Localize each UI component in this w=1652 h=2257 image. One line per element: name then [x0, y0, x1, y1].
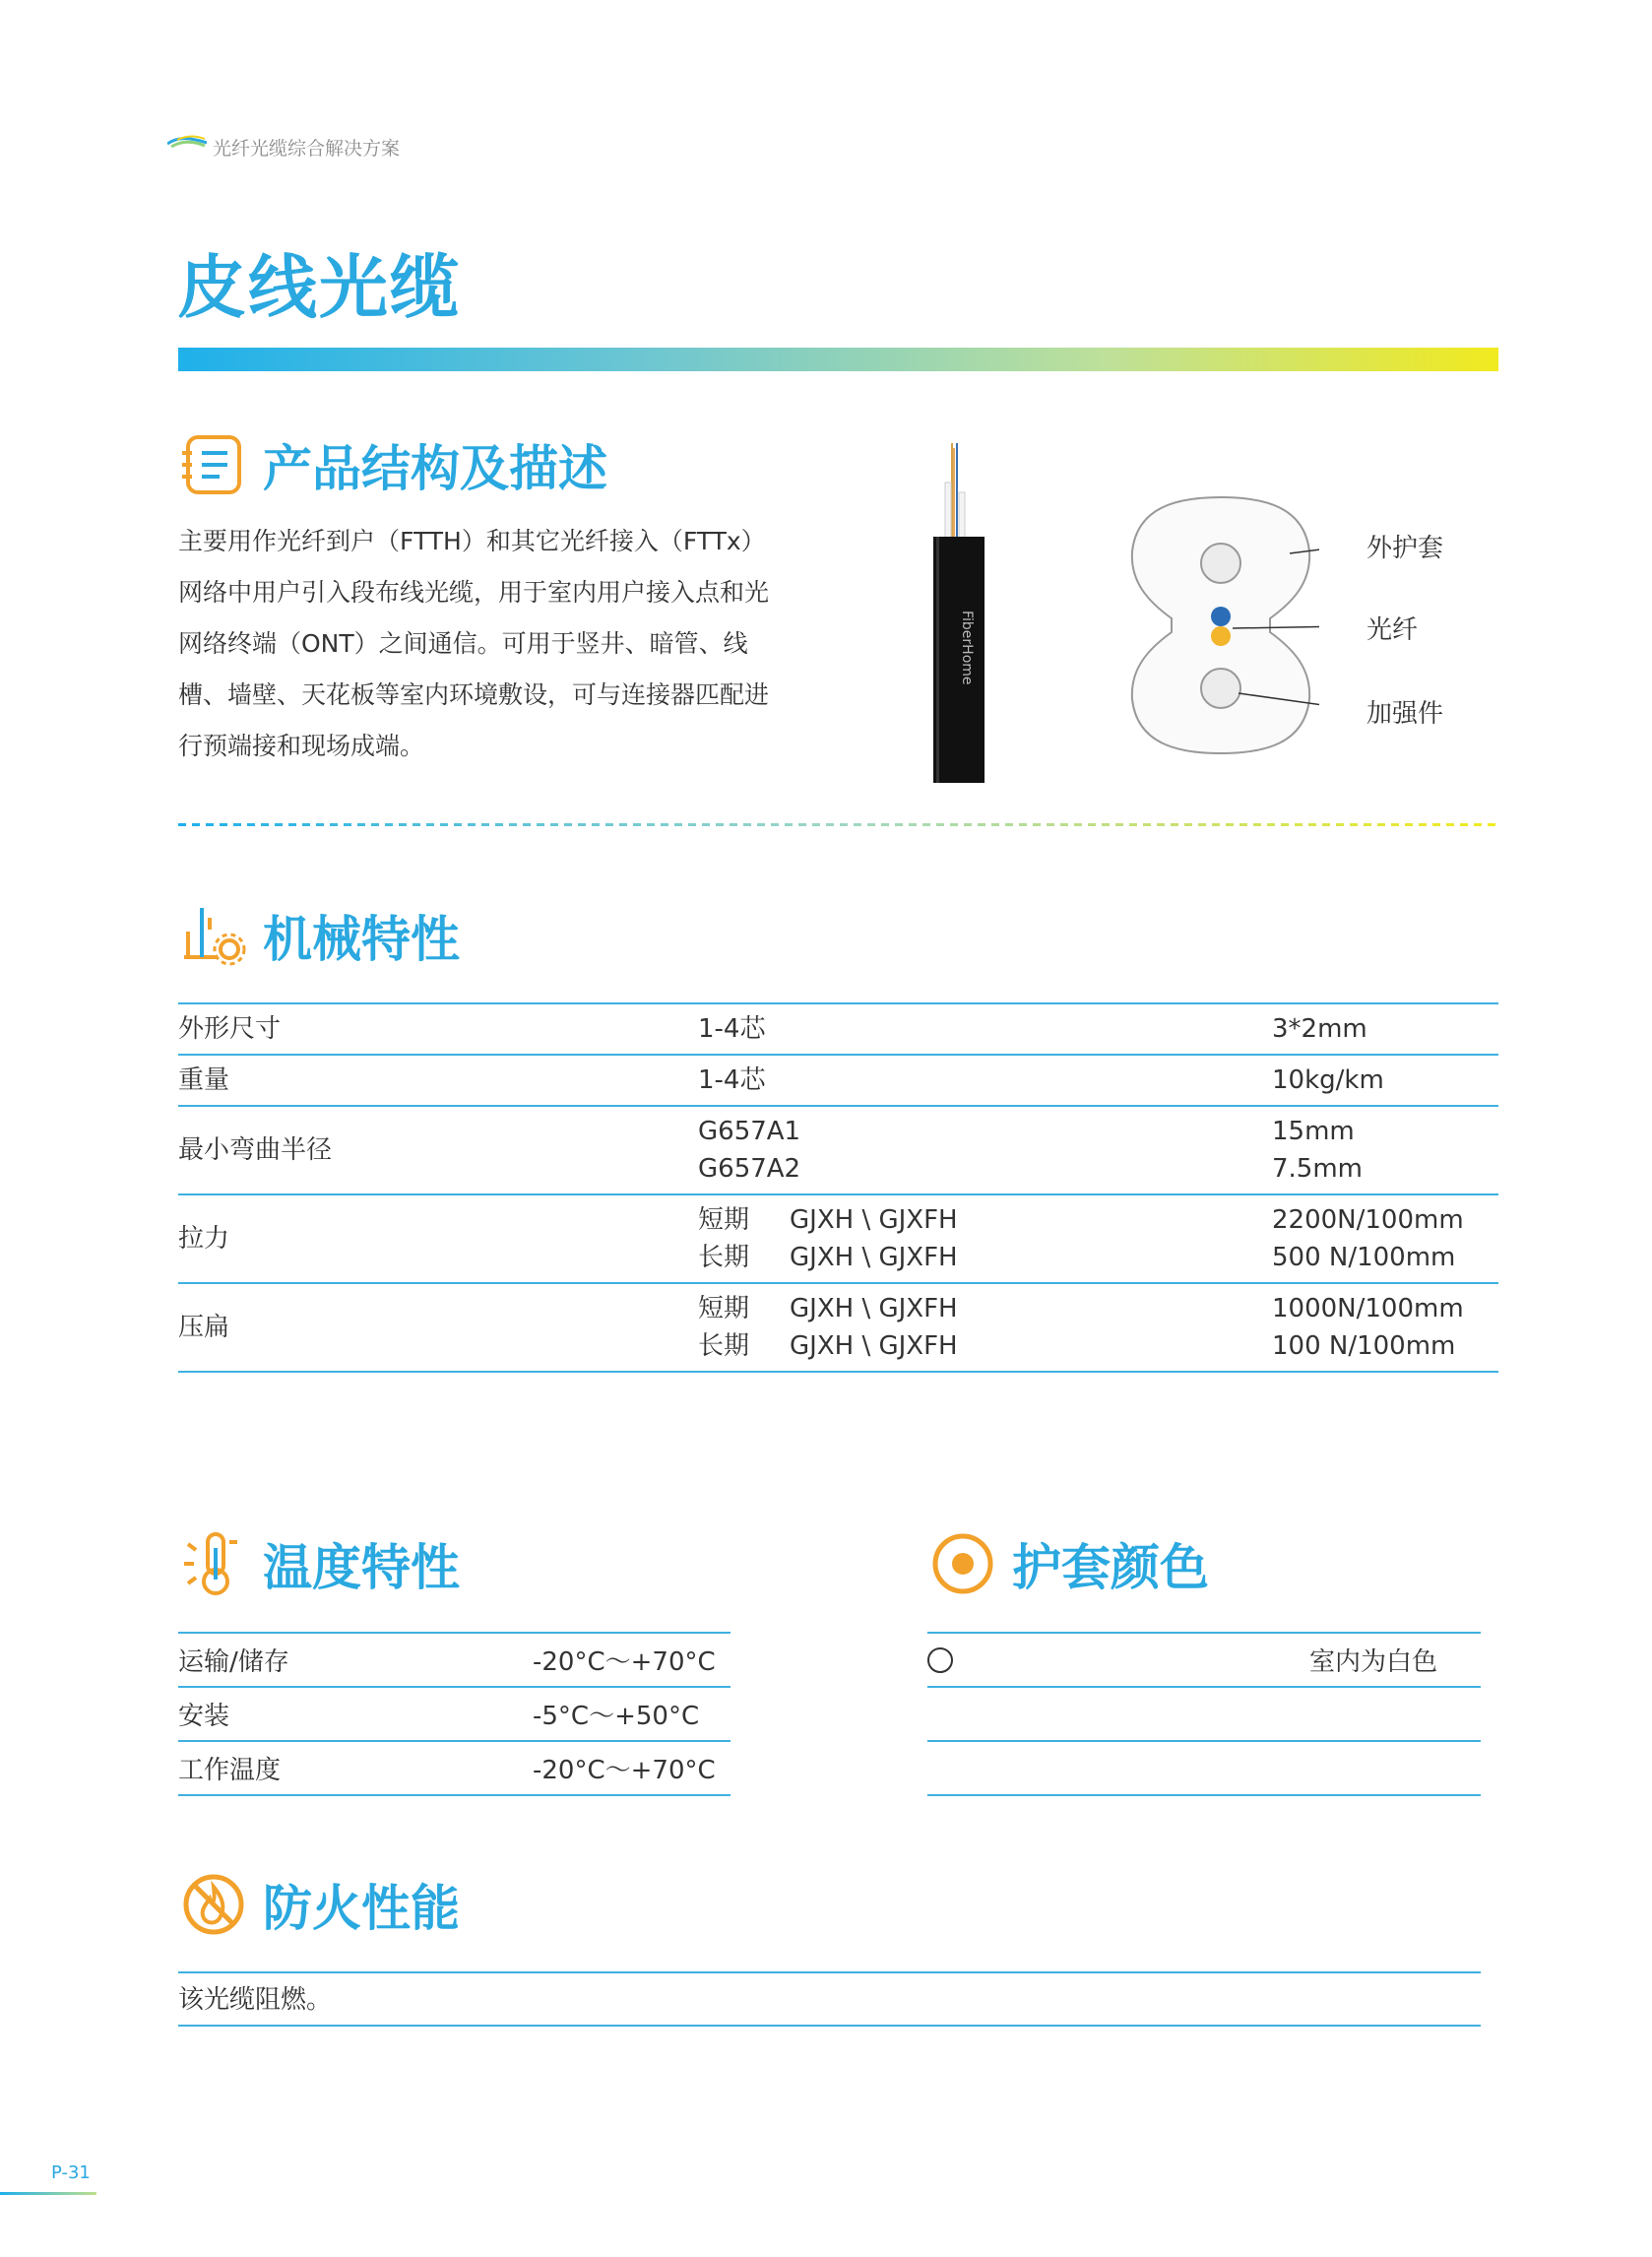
title-gradient-bar	[178, 348, 1498, 371]
table-row	[927, 1741, 1481, 1795]
model-label: GJXH \ GJXFH	[790, 1243, 958, 1272]
term-label: 短期	[698, 1205, 750, 1235]
row-value: 1000N/100mm	[1272, 1294, 1464, 1323]
temperature-heading: 温度特性	[263, 1539, 460, 1596]
fire-section-heading	[178, 1869, 460, 1940]
page-title: 皮线光缆	[177, 247, 461, 328]
row-name: 重量	[178, 1055, 698, 1106]
term-label: 短期	[698, 1294, 750, 1323]
structure-section-heading	[178, 429, 607, 500]
row-spec: 1-4芯	[698, 1003, 1272, 1055]
fire-description: 该光缆阻燃。	[178, 1971, 1481, 2027]
row-name: 拉力	[178, 1194, 698, 1283]
sheath-color-heading: 护套颜色	[1012, 1539, 1209, 1596]
mechanical-table	[178, 1002, 1498, 1373]
mechanical-gear-icon	[178, 900, 249, 971]
mechanical-heading: 机械特性	[263, 911, 460, 968]
white-color-swatch-icon	[927, 1647, 953, 1673]
row-value: 15mm	[1272, 1117, 1355, 1146]
cable-cross-section-diagram	[1122, 492, 1319, 758]
label-jacket: 外护套	[1366, 534, 1444, 563]
sheath-color-table	[927, 1632, 1481, 1796]
sheath-color-section-heading	[927, 1528, 1209, 1599]
section-divider	[178, 823, 1498, 826]
row-name: 工作温度	[178, 1741, 533, 1795]
term-label: 长期	[698, 1243, 750, 1272]
row-value: 10kg/km	[1272, 1055, 1498, 1106]
fire-heading: 防火性能	[263, 1880, 460, 1937]
row-value: 500 N/100mm	[1272, 1243, 1456, 1272]
cable-print-text: FiberHome	[959, 611, 975, 685]
row-value: 7.5mm	[1272, 1154, 1364, 1184]
row-value: 3*2mm	[1272, 1003, 1498, 1055]
row-value: -5°C～+50°C	[533, 1687, 731, 1741]
color-dot-icon	[927, 1528, 998, 1599]
header-text: 光纤光缆综合解决方案	[213, 138, 401, 160]
row-spec: 1-4芯	[698, 1055, 1272, 1106]
page-number-underline	[0, 2192, 96, 2195]
temperature-table	[178, 1632, 731, 1796]
table-row	[927, 1633, 1481, 1687]
row-value: 100 N/100mm	[1272, 1331, 1456, 1361]
row-name: 安装	[178, 1687, 533, 1741]
model-label: GJXH \ GJXFH	[790, 1331, 958, 1361]
row-name: 外形尺寸	[178, 1003, 698, 1055]
thermometer-icon	[178, 1528, 249, 1599]
row-name: 压扁	[178, 1283, 698, 1372]
label-strength-member: 加强件	[1366, 699, 1444, 729]
table-row	[178, 1003, 1498, 1055]
sheath-color-value: 室内为白色	[1309, 1633, 1481, 1687]
table-row	[178, 1687, 731, 1741]
table-row	[178, 1055, 1498, 1106]
row-value: 2200N/100mm	[1272, 1205, 1464, 1235]
document-list-icon	[178, 429, 249, 500]
row-name: 最小弯曲半径	[178, 1106, 698, 1194]
temperature-section-heading	[178, 1528, 460, 1599]
table-row	[178, 1633, 731, 1687]
page-number: P-31	[51, 2162, 91, 2183]
cable-product-image	[916, 443, 994, 783]
row-spec: G657A2	[698, 1154, 801, 1184]
model-label: GJXH \ GJXFH	[790, 1205, 958, 1235]
structure-heading: 产品结构及描述	[263, 440, 607, 497]
no-fire-icon	[178, 1869, 249, 1940]
label-fiber: 光纤	[1366, 615, 1419, 645]
structure-description: 主要用作光纤到户（FTTH）和其它光纤接入（FTTx）网络中用户引入段布线光缆，用于室内用户接入点和光网络终端（ONT）之间通信。可用于竖井、暗管、线槽、墙壁、天花板等室内环境敷设，可与连接器匹配进行预端接和现场成端。	[178, 527, 770, 760]
table-row	[178, 1194, 1498, 1283]
model-label: GJXH \ GJXFH	[790, 1294, 958, 1323]
table-row	[178, 1106, 1498, 1194]
table-row	[178, 1741, 731, 1795]
table-row	[178, 1283, 1498, 1372]
row-value: -20°C～+70°C	[533, 1741, 731, 1795]
row-value: -20°C～+70°C	[533, 1633, 731, 1687]
row-spec: G657A1	[698, 1117, 801, 1146]
row-name: 运输/储存	[178, 1633, 533, 1687]
brand-logo-icon	[167, 135, 207, 149]
term-label: 长期	[698, 1331, 750, 1361]
mechanical-section-heading	[178, 900, 460, 971]
table-row	[927, 1687, 1481, 1741]
